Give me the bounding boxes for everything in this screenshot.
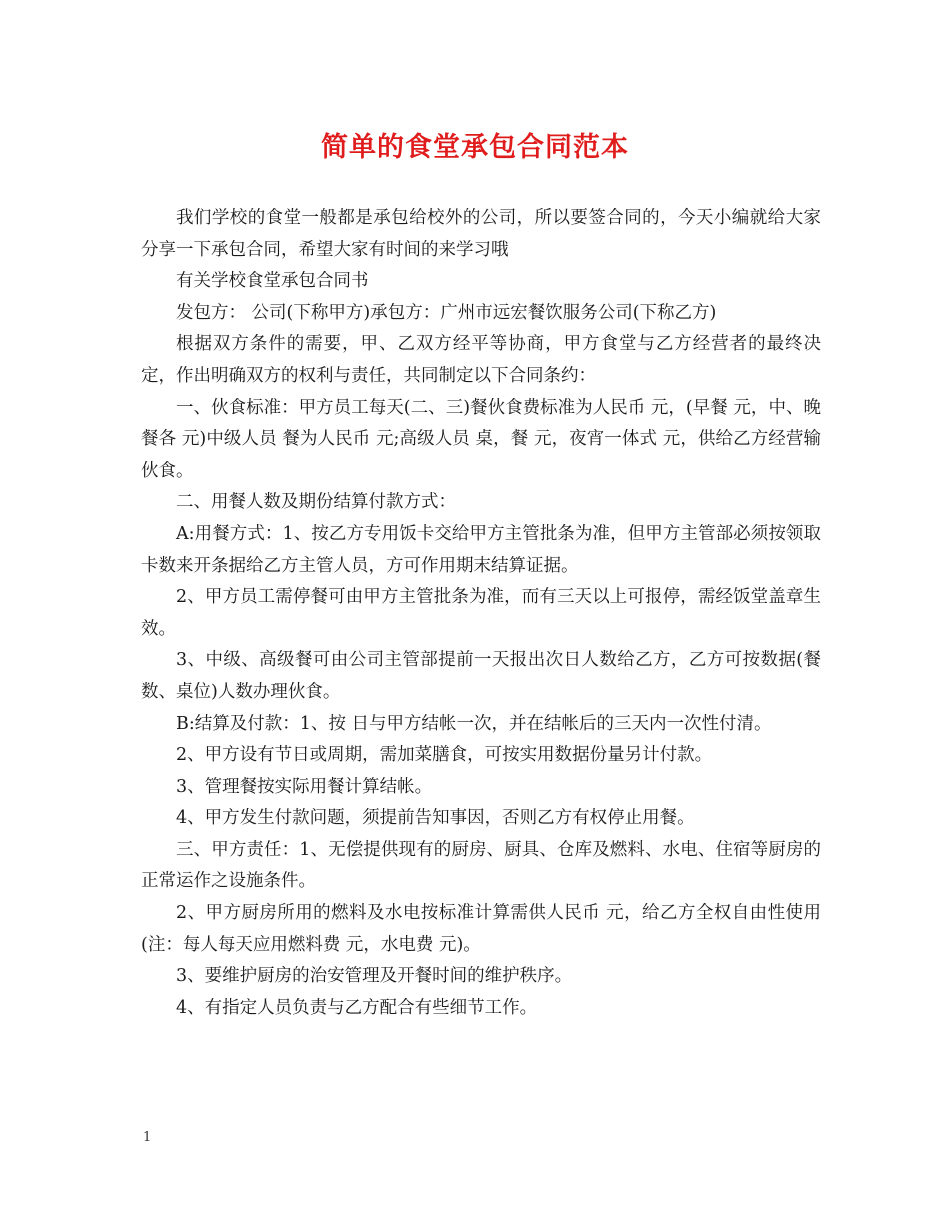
paragraph-preamble: 根据双方条件的需要，甲、乙双方经平等协商，甲方食堂与乙方经营者的最终决定，作出明确双方的权利与责任，共同制定以下合同条约： (141, 334, 821, 386)
paragraph-settlement-4: 4、甲方发生付款问题，须提前告知事因，否则乙方有权停止用餐。 (176, 808, 695, 829)
document-body (141, 203, 821, 1024)
paragraph-intro: 我们学校的食堂一般都是承包给校外的公司，所以要签合同的，今天小编就给大家分享一下承包合同，希望大家有时间的来学习哦 (141, 208, 821, 260)
paragraph-settlement-2: 2、甲方设有节日或周期，需加菜膳食，可按实用数据份量另计付款。 (176, 745, 713, 766)
paragraph-parties: 发包方： 公司(下称甲方)承包方：广州市远宏餐饮服务公司(下称乙方) (176, 302, 717, 323)
paragraph-contract-heading: 有关学校食堂承包合同书 (176, 271, 369, 292)
paragraph-settlement-3: 3、管理餐按实际用餐计算结帐。 (176, 776, 433, 797)
paragraph-meal-standard: 一、伙食标准：甲方员工每天(二、三)餐伙食费标准为人民币 元，(早餐 元，中、晚餐各 元)中级人员 餐为人民币 元;高级人员 桌，餐 元，夜宵一体式 元，供给乙方经营输伙食。 (141, 397, 821, 481)
document-title: 简单的食堂承包合同范本 (321, 132, 629, 163)
page-number: 1 (143, 1130, 152, 1145)
paragraph-meal-method-1: A:用餐方式：1、按乙方专用饭卡交给甲方主管批条为准，但甲方主管部必须按领取卡数来开条据给乙方主管人员，方可作用期末结算证据。 (141, 523, 821, 576)
paragraph-party-a-duty-1: 三、甲方责任：1、无偿提供现有的厨房、厨具、仓库及燃料、水电、住宿等厨房的正常运作之设施条件。 (141, 839, 821, 892)
paragraph-settlement-1: B:结算及付款：1、按 日与甲方结帐一次，并在结帐后的三天内一次性付清。 (176, 713, 772, 734)
paragraph-party-a-duty-2: 2、甲方厨房所用的燃料及水电按标准计算需供人民币 元，给乙方全权自由性使用(注：每人每天应用燃料费 元，水电费 元)。 (141, 903, 821, 955)
paragraph-party-a-duty-3: 3、要维护厨房的治安管理及开餐时间的维护秩序。 (176, 966, 573, 987)
paragraph-section-two: 二、用餐人数及期份结算付款方式： (176, 492, 456, 513)
paragraph-meal-method-3: 3、中级、高级餐可由公司主管部提前一天报出次日人数给乙方，乙方可按数据(餐数、桌位)人数办理伙食。 (141, 650, 821, 702)
paragraph-meal-method-2: 2、甲方员工需停餐可由甲方主管批条为准，而有三天以上可报停，需经饭堂盖章生效。 (141, 587, 821, 639)
paragraph-party-a-duty-4: 4、有指定人员负责与乙方配合有些细节工作。 (176, 997, 538, 1018)
